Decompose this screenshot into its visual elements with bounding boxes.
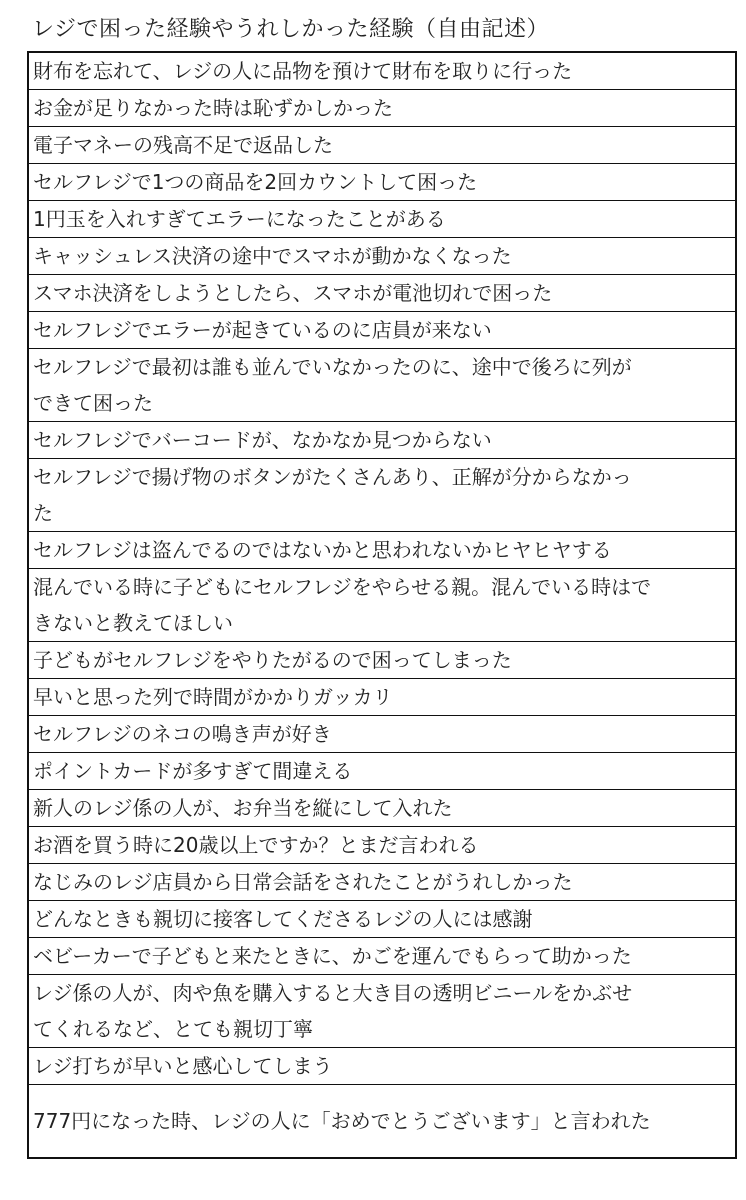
row-text: 財布を忘れて、レジの人に品物を預けて財布を取りに行った — [33, 59, 573, 83]
table-row — [29, 1047, 735, 1084]
table-row — [29, 1084, 735, 1157]
row-text: きないと教えてほしい — [33, 611, 233, 635]
table-row — [29, 531, 735, 568]
table-row — [29, 937, 735, 974]
table-row — [29, 126, 735, 163]
table-row — [29, 311, 735, 348]
row-text: キャッシュレス決済の途中でスマホが動かなくなった — [33, 244, 512, 268]
row-text: ベビーカーで子どもと来たときに、かごを運んでもらって助かった — [33, 944, 632, 968]
row-text: セルフレジで1つの商品を2回カウントして困った — [33, 170, 478, 194]
row-text: 早いと思った列で時間がかかりガッカリ — [33, 685, 393, 709]
row-text: てくれるなど、とても親切丁寧 — [33, 1017, 313, 1041]
table-row — [29, 974, 735, 1047]
table-row — [29, 200, 735, 237]
row-text: なじみのレジ店員から日常会話をされたことがうれしかった — [33, 870, 573, 894]
row-text: レジ係の人が、肉や魚を購入すると大き目の透明ビニールをかぶせ — [33, 981, 633, 1005]
row-text: ポイントカードが多すぎて間違える — [33, 759, 353, 783]
row-text: セルフレジでバーコードが、なかなか見つからない — [33, 428, 492, 452]
row-text: レジ打ちが早いと感心してしまう — [33, 1054, 333, 1078]
row-text: 777円になった時、レジの人に「おめでとうございます」と言われた — [33, 1109, 651, 1133]
row-text: どんなときも親切に接客してくださるレジの人には感謝 — [33, 907, 533, 931]
table-row — [29, 89, 735, 126]
table-row — [29, 641, 735, 678]
row-text: 電子マネーの残高不足で返品した — [33, 133, 333, 157]
table-row — [29, 678, 735, 715]
row-text: 1円玉を入れすぎてエラーになったことがある — [33, 207, 446, 231]
table-row — [29, 568, 735, 641]
table-row — [29, 826, 735, 863]
table-row — [29, 348, 735, 421]
table-row — [29, 274, 735, 311]
row-text: 新人のレジ係の人が、お弁当を縦にして入れた — [33, 796, 453, 820]
table-row — [29, 163, 735, 200]
page-title: レジで困った経験やうれしかった経験（自由記述） — [32, 17, 549, 42]
table-row — [29, 421, 735, 458]
row-text: できて困った — [33, 391, 153, 415]
table-row — [29, 789, 735, 826]
table-row — [29, 53, 735, 89]
row-text: お金が足りなかった時は恥ずかしかった — [33, 96, 393, 120]
row-text: お酒を買う時に20歳以上ですか？とまだ言われる — [33, 833, 479, 857]
row-text: 子どもがセルフレジをやりたがるので困ってしまった — [33, 648, 512, 672]
table-row — [29, 458, 735, 531]
responses-table — [27, 51, 737, 1159]
row-text: セルフレジで揚げ物のボタンがたくさんあり、正解が分からなかっ — [33, 465, 632, 489]
table-row — [29, 237, 735, 274]
row-text: 混んでいる時に子どもにセルフレジをやらせる親。混んでいる時はで — [33, 575, 652, 599]
row-text: セルフレジのネコの鳴き声が好き — [33, 722, 332, 746]
table-row — [29, 752, 735, 789]
row-text: セルフレジで最初は誰も並んでいなかったのに、途中で後ろに列が — [33, 355, 632, 379]
table-row — [29, 863, 735, 900]
row-text: セルフレジでエラーが起きているのに店員が来ない — [33, 318, 492, 342]
row-text: た — [33, 501, 53, 525]
row-text: スマホ決済をしようとしたら、スマホが電池切れで困った — [33, 281, 553, 305]
row-text: セルフレジは盗んでるのではないかと思われないかヒヤヒヤする — [33, 538, 612, 562]
table-row — [29, 900, 735, 937]
table-row — [29, 715, 735, 752]
